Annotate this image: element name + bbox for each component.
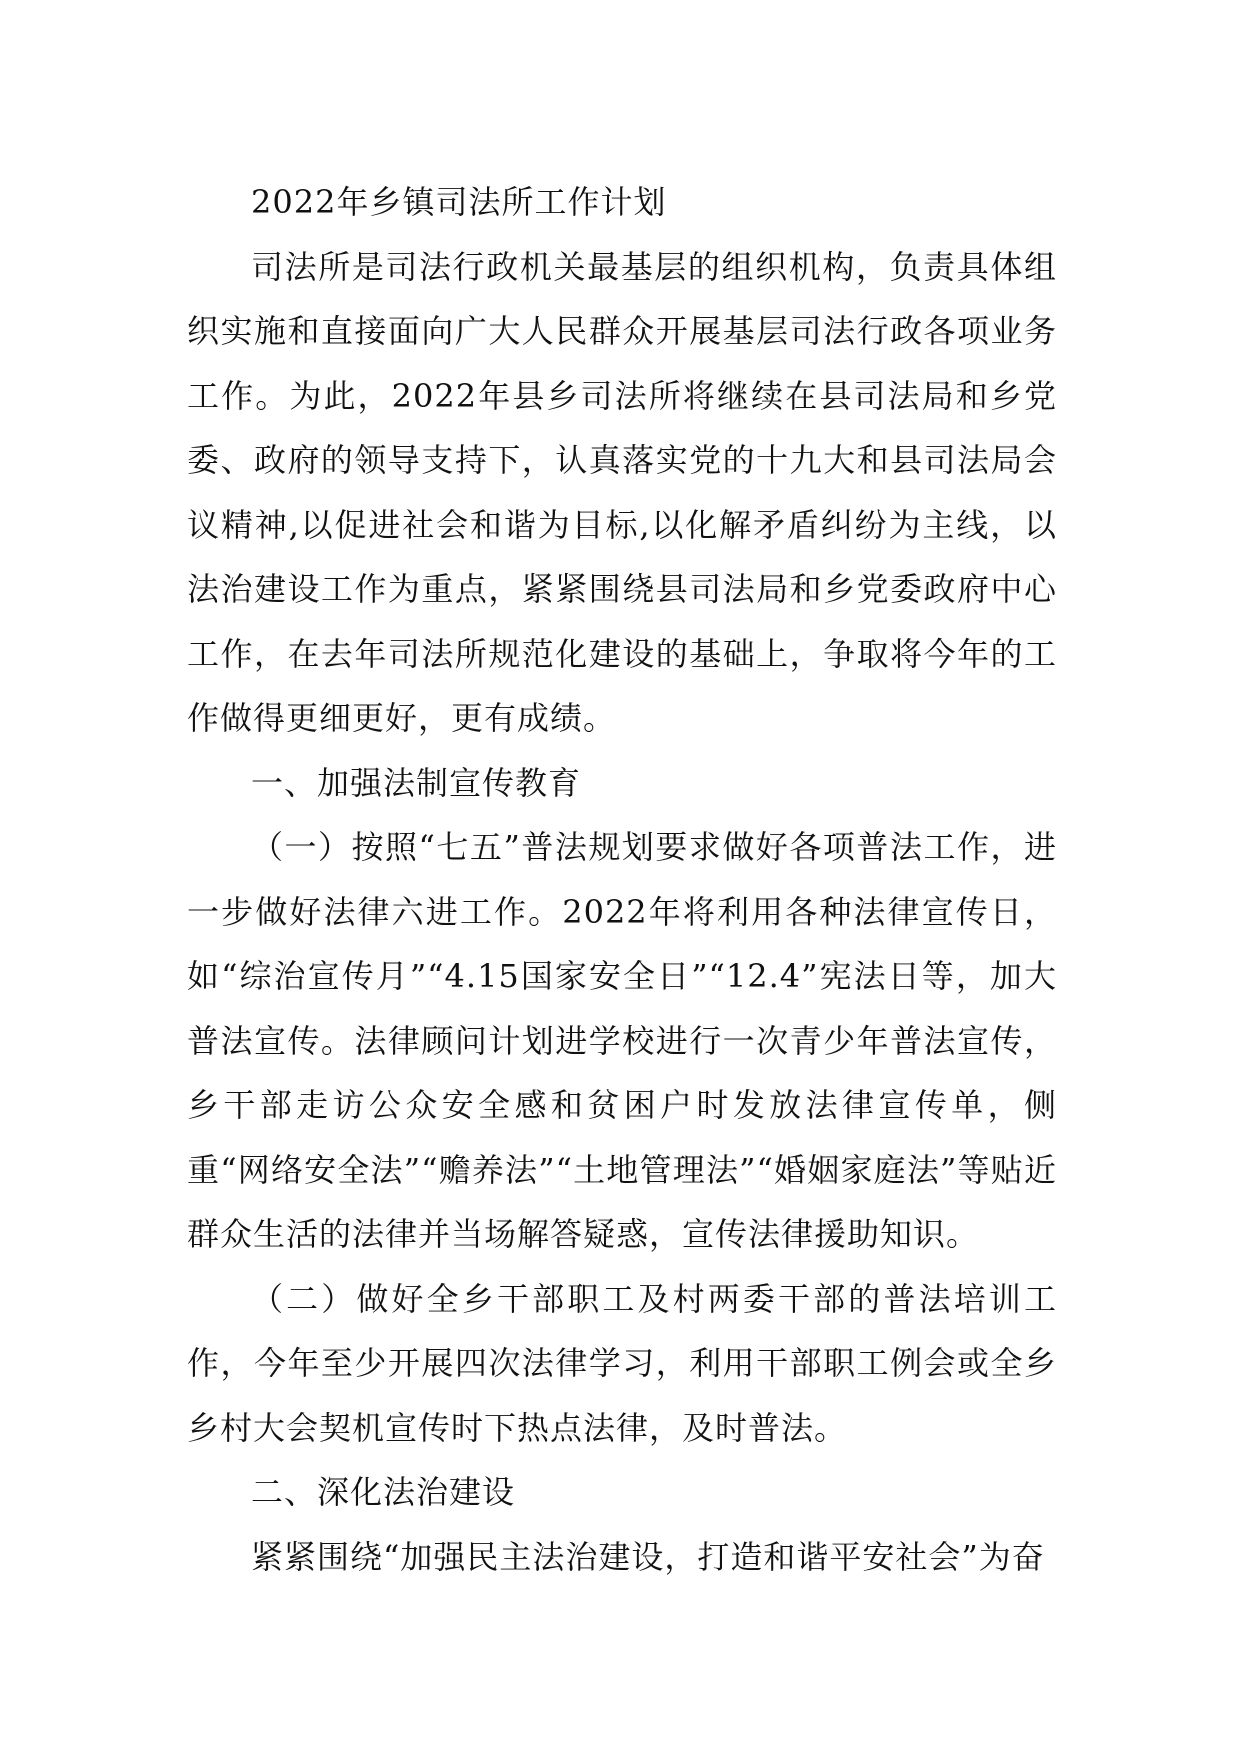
section-paragraph-2: 紧紧围绕“加强民主法治建设，打造和谐平安社会”为奋 <box>251 1537 1045 1576</box>
subsection-paragraph-2: （二）做好全乡干部职工及村两委干部的普法培训工作，今年至少开展四次法律学习，利用干部职工例会或全乡乡村大会契机宣传时下热点法律，及时普法。 <box>187 1279 1057 1447</box>
document-title: 2022年乡镇司法所工作计划 <box>251 183 667 221</box>
intro-paragraph: 司法所是司法行政机关最基层的组织机构，负责具体组织实施和直接面向广大人民群众开展基层司法行政各项业务工作。为此，2022年县乡司法所将继续在县司法局和乡党委、政府的领导支持下，认真落实党的十九大和县司法局会议精神,以促进社会和谐为目标,以化解矛盾纠纷为主线，以法治建设工作为重点，紧紧围绕县司法局和乡党委政府中心工作，在去年司法所规范化建设的基础上，争取将今年的工作做得更细更好，更有成绩。 <box>187 247 1057 737</box>
subsection-paragraph-1: （一）按照“七五”普法规划要求做好各项普法工作，进一步做好法律六进工作。2022年将利用各种法律宣传日，如“综治宣传月”“4.15国家安全日”“12.4”宪法日等，加大普法宣传。法律顾问计划进学校进行一次青少年普法宣传，乡干部走访公众安全感和贫困户时发放法律宣传单，侧重“网络安全法”“赡养法”“土地管理法”“婚姻家庭法”等贴近群众生活的法律并当场解答疑惑，宣传法律援助知识。 <box>187 828 1057 1253</box>
section-heading-2: 二、深化法治建设 <box>251 1473 516 1511</box>
section-heading-1: 一、加强法制宣传教育 <box>251 763 582 802</box>
document-body <box>187 170 1057 1589</box>
